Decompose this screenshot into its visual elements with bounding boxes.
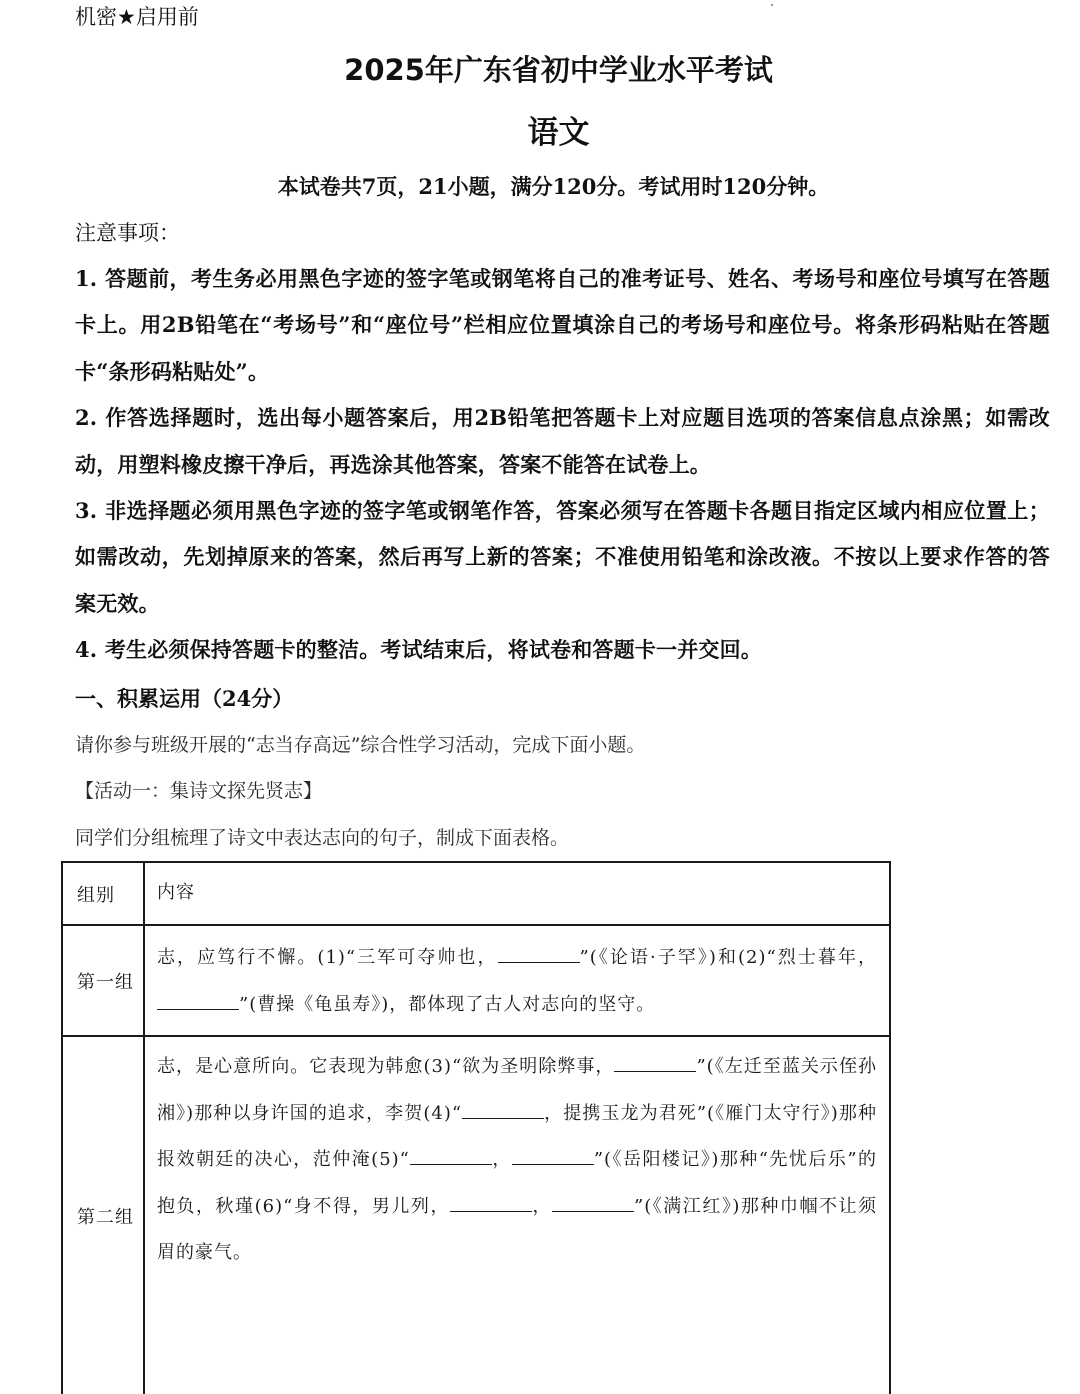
content-segment: ”(《岳阳楼记》)那种“先忧后乐”的抱负，秋瑾(6)“身不得，男儿列， — [157, 1149, 878, 1217]
answer-blank[interactable] — [410, 1146, 492, 1165]
confidential-label: 机密★启用前 — [75, 5, 199, 29]
answer-blank[interactable] — [552, 1193, 634, 1212]
table-intro: 同学们分组梳理了诗文中表达志向的句子，制成下面表格。 — [75, 827, 570, 849]
scan-dot — [771, 4, 773, 6]
table-header-row — [62, 862, 890, 925]
instruction-item: 3. 非选择题必须用黑色字迹的签字笔或钢笔作答，答案必须写在答题卡各题目指定区域内相应位置上；如需改动，先划掉原来的答案，然后再写上新的答案；不准使用铅笔和涂改液。不按以上要求作答的答案无效。 — [75, 498, 1050, 616]
content-segment: ”(《论语·子罕》)和(2)“烈士暮年， — [579, 946, 877, 968]
poem-table — [61, 861, 891, 1394]
answer-blank[interactable] — [462, 1100, 544, 1119]
instruction-item: 2. 作答选择题时，选出每小题答案后，用2B铅笔把答题卡上对应题目选项的答案信息点涂黑；如需改动，用塑料橡皮擦干净后，再选涂其他答案，答案不能答在试卷上。 — [75, 405, 1050, 477]
table-row — [62, 925, 890, 1036]
exam-info: 本试卷共7页，21小题，满分120分。考试用时120分钟。 — [277, 174, 830, 199]
content-segment: ”(《左迁至蓝关示侄孙湘》)那种以身许国的追求，李贺(4)“ — [157, 1056, 877, 1124]
exam-title: 2025年广东省初中学业水平考试 — [344, 53, 773, 87]
notice-heading: 注意事项： — [75, 221, 180, 245]
subject-title: 语文 — [527, 115, 590, 151]
answer-blank[interactable] — [614, 1053, 696, 1072]
header-content: 内容 — [144, 862, 890, 925]
row-content — [144, 1036, 890, 1394]
content-segment: 志，是心意所向。它表现为韩愈(3)“欲为圣明除弊事， — [157, 1056, 615, 1077]
answer-blank[interactable] — [157, 991, 239, 1010]
section-heading: 一、积累运用（24分） — [75, 686, 294, 711]
answer-blank[interactable] — [498, 944, 580, 963]
activity-title: 【活动一：集诗文探先贤志】 — [75, 780, 323, 802]
content-segment: ”(《满江红》)那种巾帼不让须眉的豪气。 — [157, 1195, 878, 1264]
instruction-item: 1. 答题前，考生务必用黑色字迹的签字笔或钢笔将自己的准考证号、姓名、考场号和座位号填写在答题卡上。用2B铅笔在“考场号”和“座位号”栏相应位置填涂自己的考场号和座位号。将条形码粘贴在答题卡“条形码粘贴处”。 — [75, 266, 1050, 384]
answer-blank[interactable] — [450, 1193, 532, 1212]
section-intro: 请你参与班级开展的“志当存高远”综合性学习活动，完成下面小题。 — [75, 734, 646, 756]
content-segment: ，提携玉龙为君死”(《雁门太守行》)那种报效朝廷的决心，范仲淹(5)“ — [157, 1102, 877, 1171]
content-segment: ， — [491, 1149, 512, 1171]
header-group: 组别 — [62, 862, 144, 925]
group-label: 第一组 — [62, 925, 144, 1036]
table-row — [62, 1036, 890, 1394]
instructions-list — [75, 256, 1050, 674]
answer-blank[interactable] — [512, 1146, 594, 1165]
row-content — [144, 925, 890, 1036]
group-label: 第二组 — [62, 1036, 144, 1394]
content-segment: ， — [531, 1195, 553, 1217]
content-segment: 志，应笃行不懈。(1)“三军可夺帅也， — [157, 946, 498, 968]
content-segment: ”(曹操《龟虽寿》)，都体现了古人对志向的坚守。 — [239, 993, 656, 1015]
instruction-item: 4. 考生必须保持答题卡的整洁。考试结束后，将试卷和答题卡一并交回。 — [75, 637, 763, 663]
